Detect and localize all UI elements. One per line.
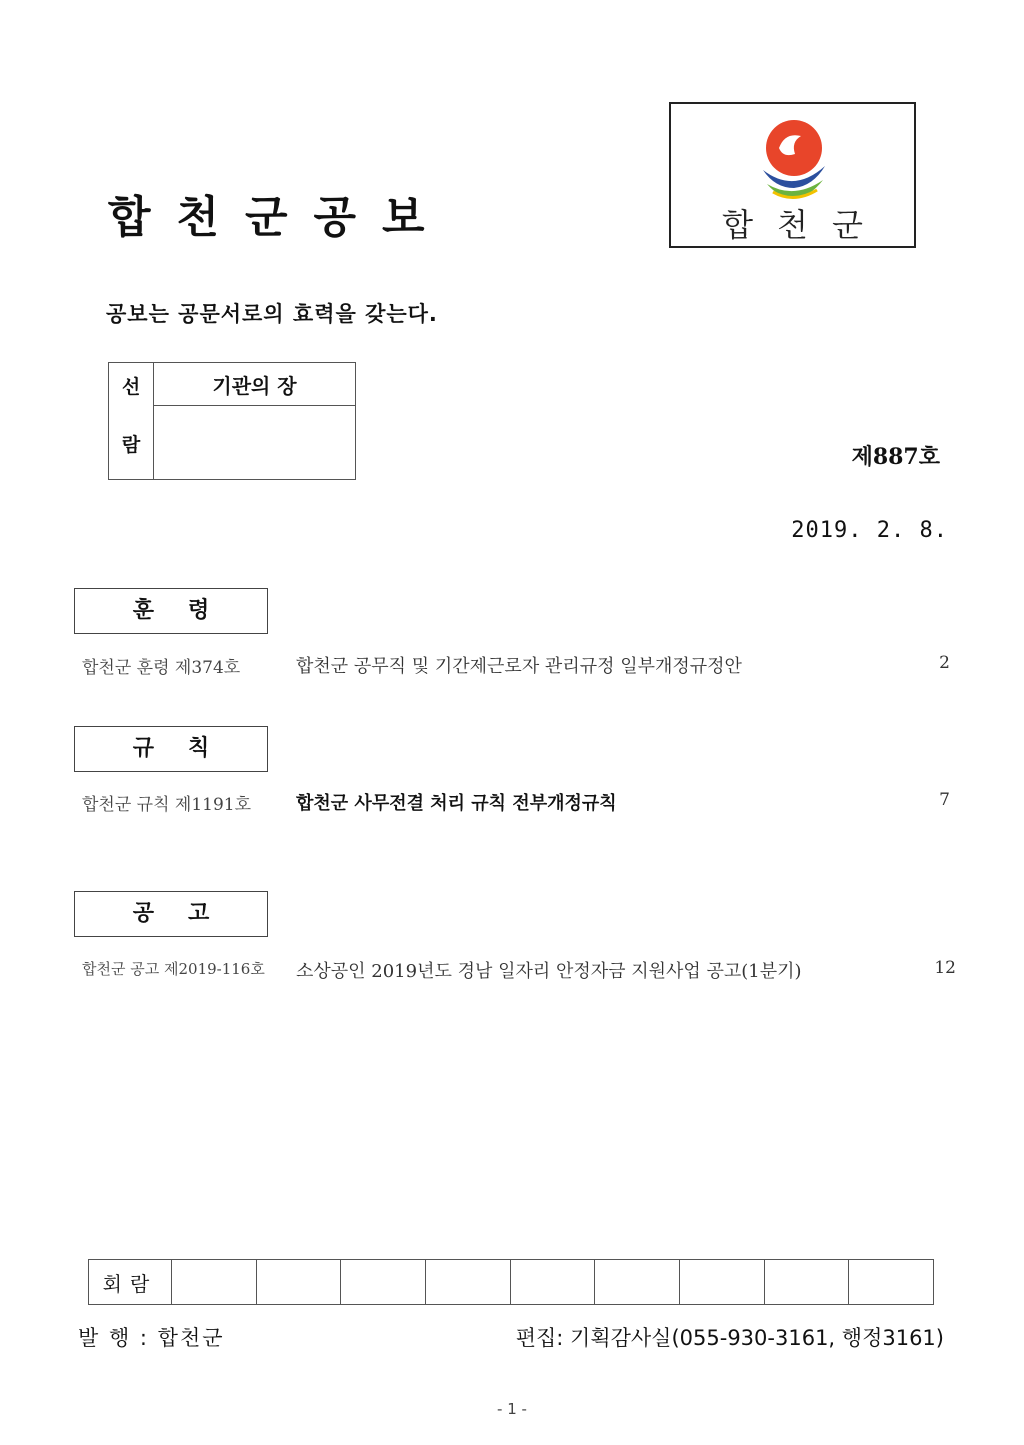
circulation-cell (256, 1260, 341, 1305)
circulation-cell (172, 1260, 257, 1305)
issue-number: 제887호 (851, 444, 940, 470)
entry-ref: 합천군 공고 제2019-116호 (82, 960, 265, 978)
seonram-side-label (109, 363, 154, 480)
circulation-label: 회람 (89, 1260, 172, 1305)
circulation-cell (849, 1260, 934, 1305)
seonram-side-top: 선 (121, 376, 141, 398)
entry-ref: 합천군 규칙 제1191호 (82, 795, 252, 815)
motto-text: 공보는 공문서로의 효력을 갖는다. (106, 302, 438, 326)
section-heading-hunryeong: 훈령 (74, 588, 268, 634)
entry-title[interactable]: 합천군 사무전결 처리 규칙 전부개정규칙 (296, 793, 617, 814)
section-heading-gonggo: 공고 (74, 891, 268, 937)
publisher-text: 발 행 : 합천군 (78, 1326, 225, 1350)
seonram-side-bottom: 람 (121, 434, 141, 456)
circulation-cell (595, 1260, 680, 1305)
issue-date: 2019. 2. 8. (791, 518, 948, 543)
entry-page-number: 2 (939, 653, 950, 673)
circulation-cell (510, 1260, 595, 1305)
seonram-head-cell: 기관의 장 (154, 363, 356, 406)
entry-ref: 합천군 훈령 제374호 (82, 658, 241, 678)
entry-title[interactable]: 소상공인 2019년도 경남 일자리 안정자금 지원사업 공고(1분기) (296, 961, 802, 982)
logo-county-name: 합천군 (722, 206, 887, 244)
circulation-cell (341, 1260, 426, 1305)
circulation-approval-table (108, 362, 356, 480)
county-emblem-icon (753, 114, 835, 204)
circulation-cell (679, 1260, 764, 1305)
entry-page-number: 7 (939, 790, 950, 810)
editor-contact-text: 편집: 기획감사실(055-930-3161, 행정3161) (515, 1326, 944, 1350)
section-heading-gyuchik: 규칙 (74, 726, 268, 772)
seonram-signature-cell (154, 406, 356, 480)
page-number: - 1 - (497, 1400, 527, 1418)
county-logo-box (669, 102, 916, 248)
circulation-cell (764, 1260, 849, 1305)
bulletin-title: 합천군공보 (108, 192, 451, 243)
entry-title[interactable]: 합천군 공무직 및 기간제근로자 관리규정 일부개정규정안 (296, 656, 742, 677)
entry-page-number: 12 (934, 958, 956, 978)
circulation-table (88, 1259, 934, 1305)
circulation-cell (425, 1260, 510, 1305)
